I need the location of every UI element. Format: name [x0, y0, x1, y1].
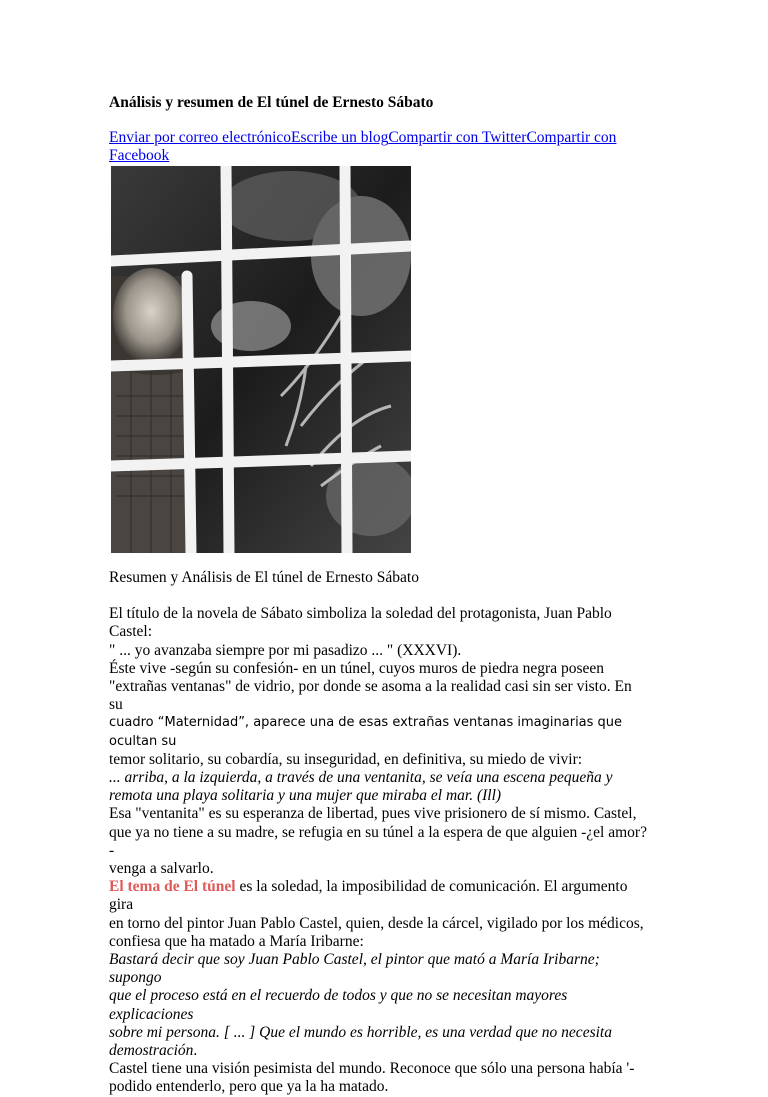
portrait-photo [111, 166, 411, 553]
paragraph-line: que ya no tiene a su madre, se refugia en su túnel a la espera de que alguien -¿el amor?- [109, 823, 647, 859]
share-facebook-link[interactable]: Compartir con Facebook [109, 129, 617, 164]
quote-line: que el proceso está en el recuerdo de todos y que no se necesitan mayores explicaciones [109, 987, 568, 1023]
quote-line: sobre mi persona. [ ... ] Que el mundo es horrible, es una verdad que no necesita [109, 1023, 612, 1041]
paragraph-line: "extrañas ventanas" de vidrio, por donde se asoma a la realidad casi sin ser visto. En su [109, 678, 632, 714]
paragraph-line: cuadro “Maternidad”, aparece una de esas extrañas ventanas imaginarias que ocultan su [109, 715, 623, 749]
article-subtitle: Resumen y Análisis de El túnel de Ernesto Sábato [109, 569, 419, 586]
share-twitter-link[interactable]: Compartir con Twitter [388, 129, 527, 146]
paragraph-line: venga a salvarlo. [109, 860, 214, 878]
quote-line: ... arriba, a la izquierda, a través de una ventanita, se veía una escena pequeña y [109, 769, 613, 787]
share-email-link[interactable]: Enviar por correo electrónico [109, 129, 292, 146]
quote-line [109, 1042, 649, 1060]
theme-highlight: El tema de El túnel [109, 878, 236, 896]
quote-line: Bastará decir que soy Juan Pablo Castel, el pintor que mató a María Iribarne; supongo [109, 951, 600, 987]
paragraph-line: Esa "ventanita" es su esperanza de libertad, pues vive prisionero de sí mismo. Castel, [109, 805, 637, 823]
quote-line: " ... yo avanzaba siempre por mi pasadizo ... " (XXXVI). [109, 641, 462, 659]
paragraph-line: Castel: [109, 623, 153, 641]
paragraph-line [109, 878, 649, 914]
share-links [109, 129, 649, 165]
page-title: Análisis y resumen de El túnel de Ernesto Sábato [109, 94, 434, 111]
quote-text: demostración [109, 1042, 194, 1060]
paragraph-line: podido entenderlo, pero que ya la ha matado. [109, 1078, 389, 1096]
paragraph-line: confiesa que ha matado a María Iribarne: [109, 932, 364, 950]
quote-line: remota una playa solitaria y una mujer que miraba el mar. (Ill) [109, 787, 502, 805]
punctuation: . [193, 1042, 198, 1060]
window-portrait-image [111, 166, 411, 553]
paragraph-line: Castel tiene una visión pesimista del mundo. Reconoce que sólo una persona había '- [109, 1060, 635, 1078]
article-body [109, 569, 649, 1097]
paragraph-line: Éste vive -según su confesión- en un túnel, cuyos muros de piedra negra poseen [109, 659, 605, 677]
spacer [109, 587, 649, 605]
share-blog-link[interactable]: Escribe un blog [291, 129, 389, 146]
paragraph-line: temor solitario, su cobardía, su inseguridad, en definitiva, su miedo de vivir: [109, 750, 583, 768]
paragraph-text: es la soledad, la imposibilidad de comunicación. El argumento gira [109, 878, 628, 914]
paragraph-line: en torno del pintor Juan Pablo Castel, quien, desde la cárcel, vigilado por los médicos, [109, 914, 644, 932]
paragraph-line: El título de la novela de Sábato simboliza la soledad del protagonista, Juan Pablo [109, 605, 612, 623]
